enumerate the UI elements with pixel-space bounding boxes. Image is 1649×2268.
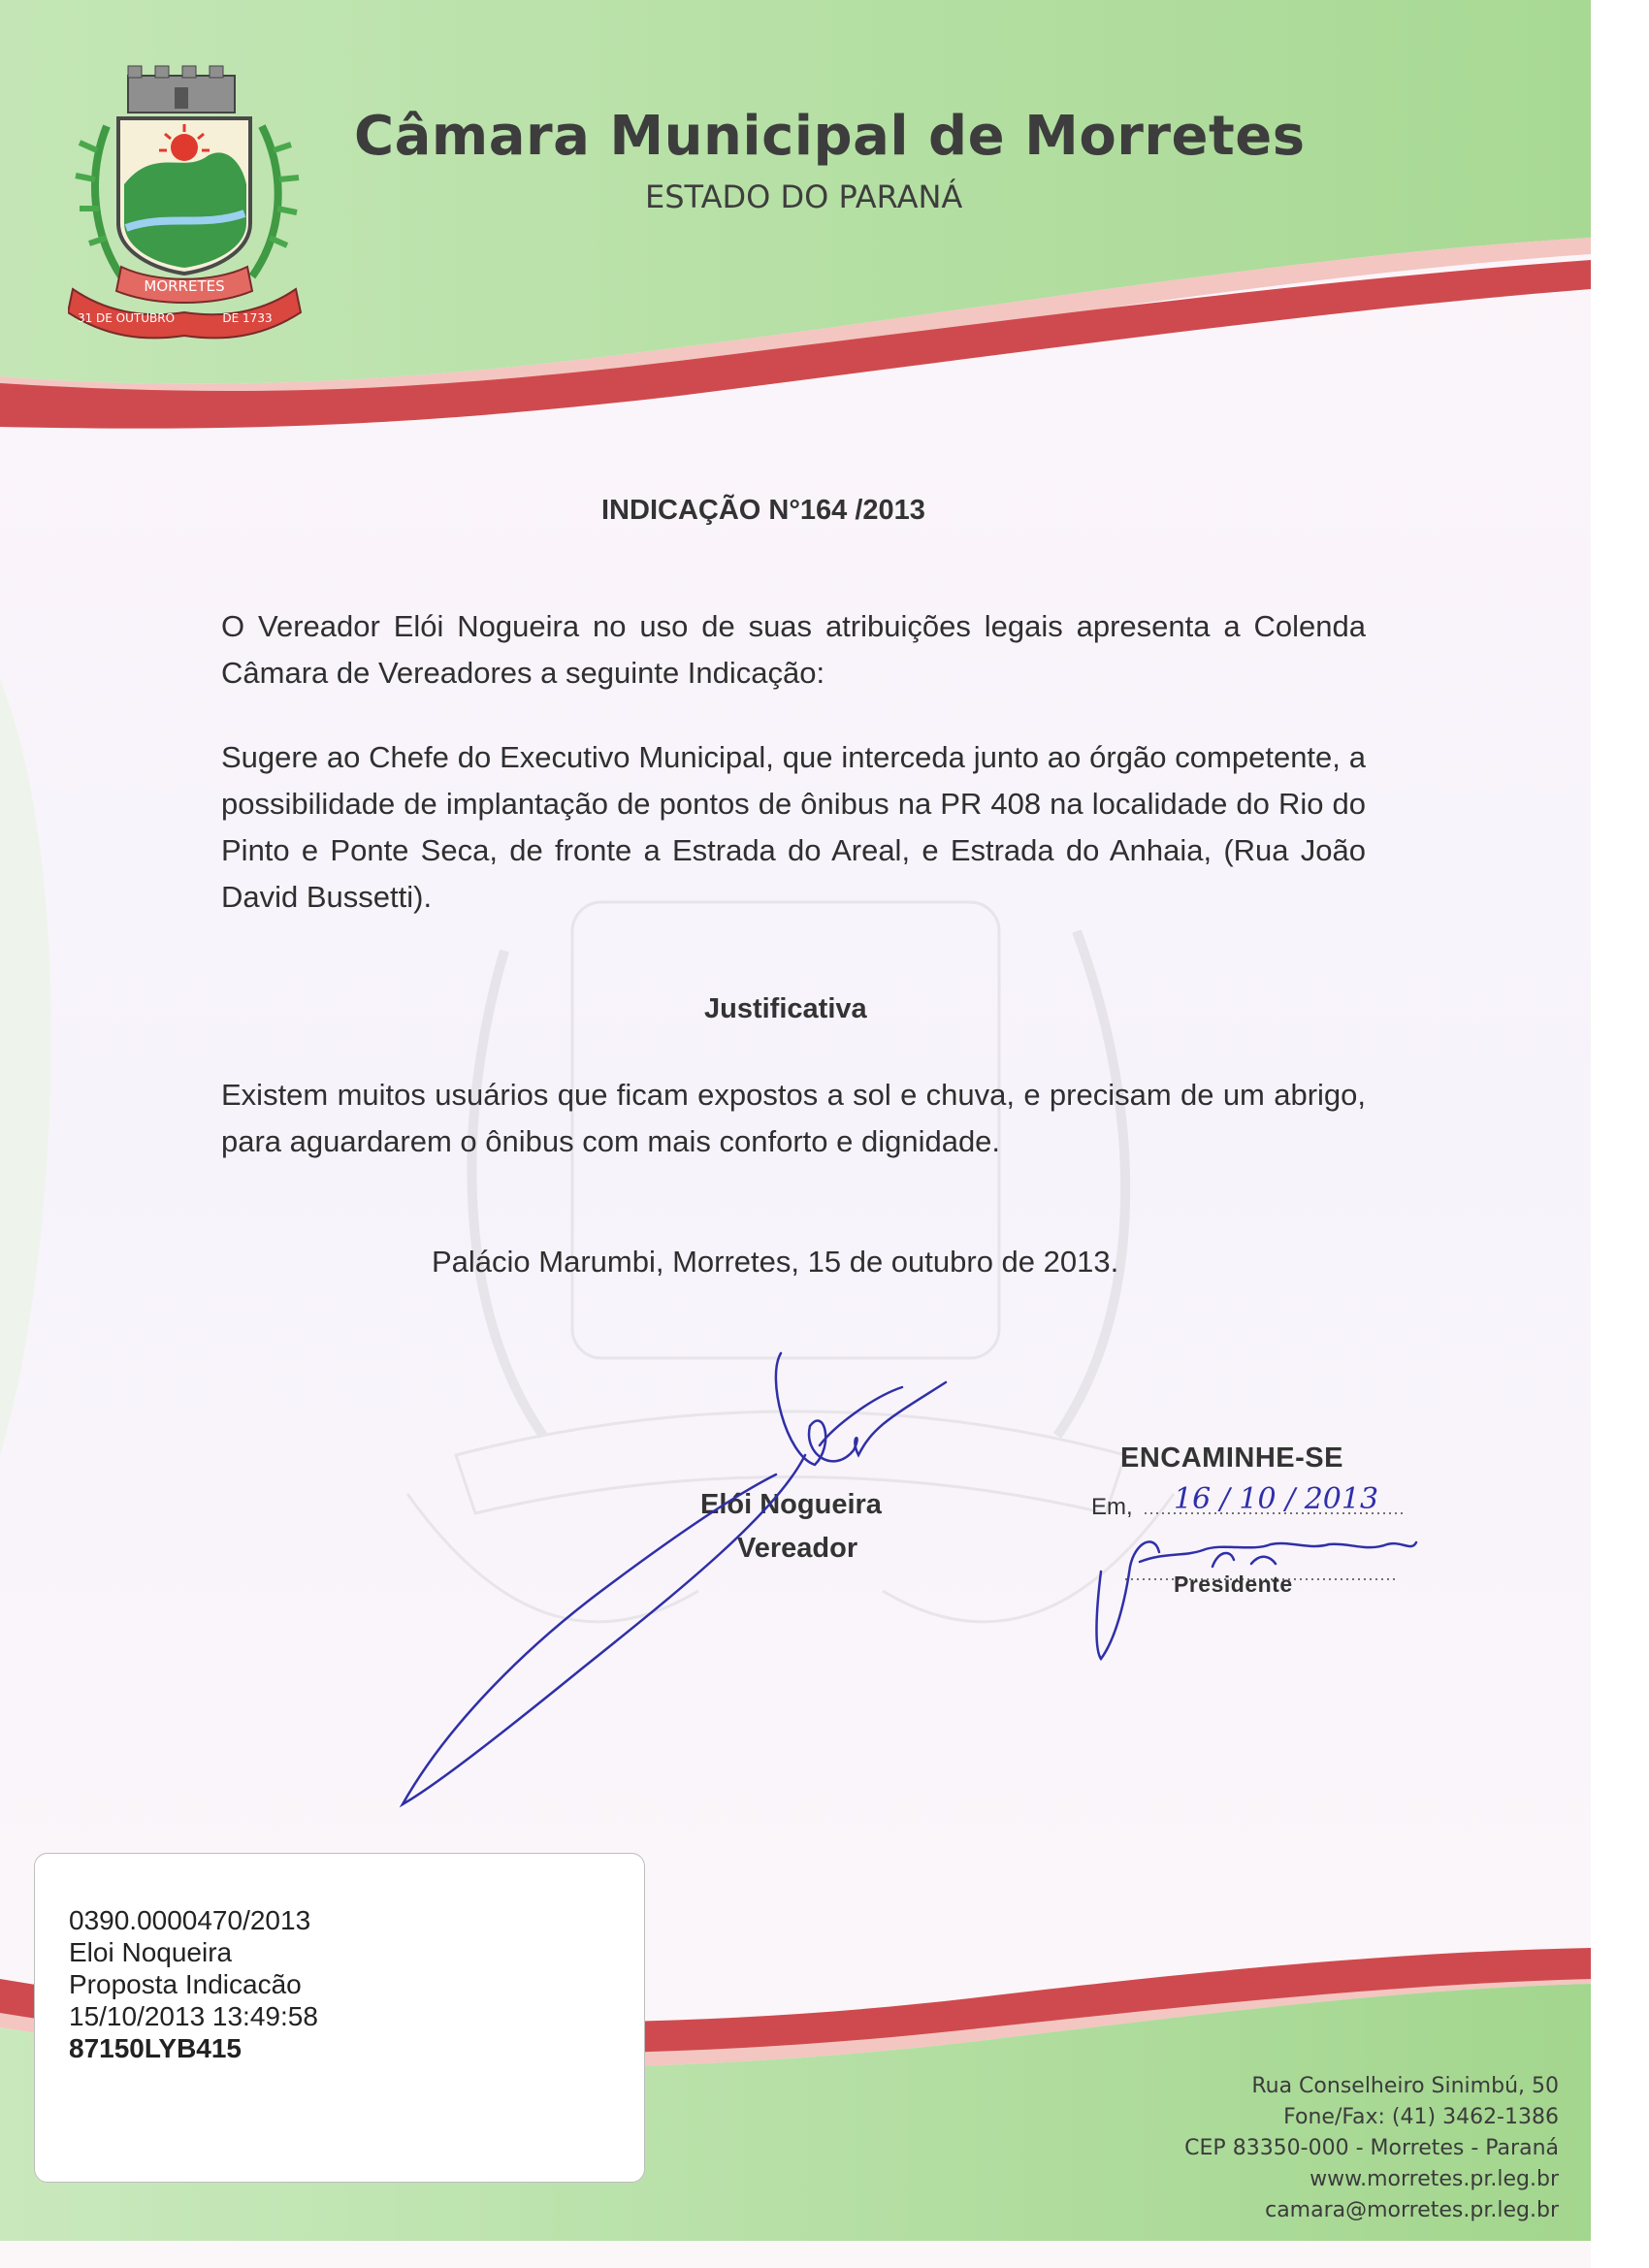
footer-website[interactable]: www.morretes.pr.leg.br [1310, 2167, 1559, 2191]
chamber-title: Câmara Municipal de Morretes [354, 105, 1306, 168]
protocol-code: 87150LYB415 [69, 2033, 242, 2063]
footer-cep: CEP 83350-000 - Morretes - Paraná [1184, 2136, 1559, 2160]
footer-email[interactable]: camara@morretes.pr.leg.br [1265, 2198, 1559, 2222]
forwarding-title: ENCAMINHE-SE [1120, 1442, 1343, 1474]
footer-address: Rua Conselheiro Sinimbú, 50 [1251, 2074, 1559, 2098]
forwarding-date-prefix: Em, [1091, 1494, 1133, 1520]
protocol-timestamp: 15/10/2013 13:49:58 [69, 2001, 318, 2031]
document-heading: INDICAÇÃO N°164 /2013 [601, 495, 925, 526]
signer-name: Elói Nogueira [700, 1489, 882, 1520]
protocol-type: Proposta Indicacão [69, 1969, 302, 1999]
signer-role: Vereador [737, 1533, 858, 1564]
footer-phone: Fone/Fax: (41) 3462-1386 [1283, 2105, 1559, 2129]
crest-banner-text: MORRETES [144, 277, 225, 295]
crest-ribbon-left: 31 DE OUTUBRO [77, 311, 176, 325]
crest-ribbon-right: DE 1733 [222, 311, 273, 325]
state-subtitle: ESTADO DO PARANÁ [645, 178, 963, 215]
protocol-number: 0390.0000470/2013 [69, 1905, 311, 1935]
request-paragraph: Sugere ao Chefe do Executivo Municipal, que interceda junto ao órgão competente, a possibilidade de implantação de pontos de ônibus na PR 408 na localidade do Rio do Pinto e Ponte Seca, de fronte a Estrada do Areal, e Estrada do Anhaia, (Rua João David Bussetti). [221, 740, 1366, 914]
intro-paragraph: O Vereador Elói Nogueira no uso de suas atribuições legais apresenta a Colenda Câmara de Vereadores a seguinte Indicação: [221, 609, 1366, 690]
handwritten-date: 16 / 10 / 2013 [1174, 1482, 1379, 1516]
justification-heading: Justificativa [704, 993, 867, 1024]
justification-paragraph: Existem muitos usuários que ficam expostos a sol e chuva, e precisam de um abrigo, para aguardarem o ônibus com mais conforto e dignidade. [221, 1078, 1366, 1158]
place-date-line: Palácio Marumbi, Morretes, 15 de outubro de 2013. [432, 1245, 1119, 1279]
protocol-author: Eloi Noqueira [69, 1937, 233, 1967]
forwarding-role: Presidente [1174, 1571, 1293, 1597]
